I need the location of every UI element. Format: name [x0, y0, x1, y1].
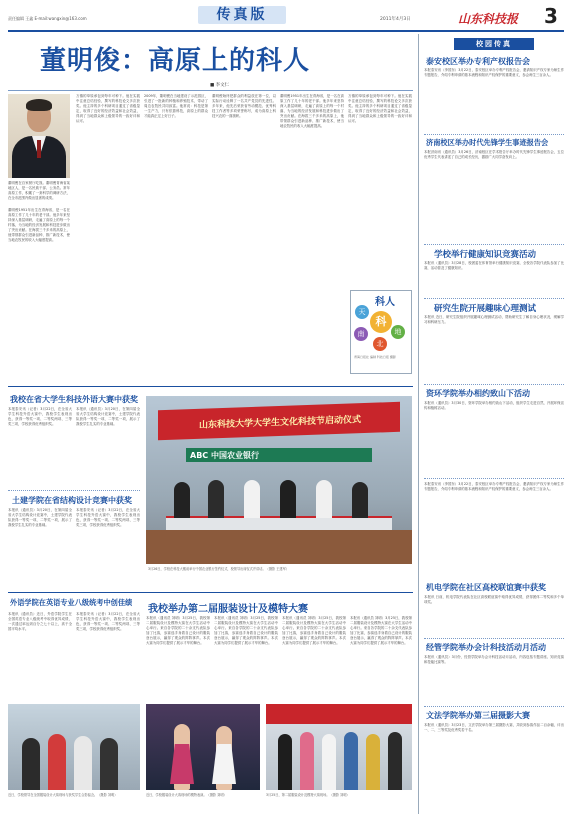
school-item-body: 本报讯（通讯员）3月28日，校团委在体育馆举行健康知识竞赛，全校各学院代表队参加了比赛，活动普及了健康知识。 — [424, 261, 564, 270]
bottom-photo-1 — [8, 704, 140, 790]
lead-byline: ■ 李文仁 — [210, 83, 230, 88]
school-item-body: 本报泰安讯（李国东）3月22日，泰安校区举办专利产权报告会，邀请知识产权专家为师生作专题报告，介绍专利申请的基本流程和知识产权保护的重要意义，参会师生三百余人。 — [424, 68, 564, 77]
article-2-title: 土建学院在省结构设计竞赛中获奖 — [12, 496, 132, 505]
person — [22, 738, 40, 790]
school-item-rule — [424, 638, 564, 639]
bottom-title: 我校举办第二届服装设计及模特大赛 — [148, 604, 308, 615]
person — [100, 738, 118, 790]
page-number: 3 — [544, 4, 558, 28]
person — [208, 480, 224, 518]
school-item-title: 机电学院在社区高校联谊赛中获奖 — [426, 583, 546, 592]
masthead-info: 责任编辑 王鑫 E-mail:wangxin@163.com — [8, 16, 87, 21]
person — [316, 480, 332, 518]
school-item-title: 资环学院举办相约致山下活动 — [426, 389, 530, 398]
school-item-title: 学校举行健康知识竞赛活动 — [434, 250, 537, 260]
school-item-rule — [424, 384, 564, 385]
banner-photo — [146, 396, 412, 564]
school-item-rule — [424, 134, 564, 135]
bottom-body-b: 本报讯（通讯员 刘明）3月25日，我校第二届服装设计及模特大赛在大学生活动中心举行。来自各学院的二十余支代表队参加了比赛，参赛选手身着自己设计的服装登台展示，赢得了观众的阵阵掌声。本次大赛为同学们提供了展示才华的舞台。 — [214, 616, 278, 645]
person — [174, 482, 190, 518]
model — [300, 732, 314, 790]
person — [48, 734, 66, 790]
lead-body-3: 2009年，董明俊在当地建设了示范园区，引进了一批新的种植和养殖技术，带动了周边农牧民共同致富。他常说：科技是第一生产力，只有依靠科技，高原上的群众才能真正过上好日子。 — [144, 94, 208, 118]
portrait-hair — [26, 99, 52, 111]
bottom-body-a: 本报讯（通讯员 刘明）3月25日，我校第二届服装设计及模特大赛在大学生活动中心举行。来自各学院的二十余支代表队参加了比赛，参赛选手身着自己设计的服装登台展示，赢得了观众的阵阵掌声。本次大赛为同学们提供了展示才华的舞台。 — [146, 616, 210, 645]
lead-headline: 董明俊：高原上的科人 — [40, 46, 311, 76]
person — [244, 480, 260, 518]
logo-char-bottom: 北 — [373, 337, 387, 351]
science-logo-box — [350, 290, 412, 374]
school-item-body: 本报讯 近日，研究生院组织开展趣味心理测试活动，帮助研究生了解自身心理状况，缓解学习和科研压力。 — [424, 315, 564, 324]
article-1-body-b: 本报讯（通讯员）3月20日，在第四届全省大学生结构设计竞赛中，土建学院代表队获得一等奖一项、二等奖一项，展示了我校学生扎实的专业基础。 — [76, 407, 140, 426]
logo-subtitle: 青海日报社 编制 科技日报 摄影 — [354, 355, 396, 359]
bank-sign — [186, 448, 372, 462]
school-item-body: 本报讯（通讯员）3月23日，文法学院举办第三届摄影大赛，共收到参赛作品二百余幅，评出一、二、三等奖及优秀奖若干名。 — [424, 723, 564, 732]
article-2-body-b: 本报泰安讯（记者）3月22日，在全省大学生科技外语大赛中，我校学生表现出色，获得一等奖一项、二等奖两项、三等奖三项，学校获得优秀组织奖。 — [76, 508, 140, 527]
school-section-title: 校园传真 — [454, 38, 534, 50]
school-item-body: 本报济南讯（通讯员）3月26日，济南校区在学术报告厅举办时代先锋学生事迹报告会，五位优秀学生代表讲述了自己的成长经历，激励广大同学奋发向上。 — [424, 150, 564, 159]
lead-rule — [8, 90, 413, 91]
masthead-rule — [8, 30, 564, 32]
school-item-body: 本报讯（通讯员）3月份，经管学院举办会计科技活动月活动，内容包括专题讲座、知识竞赛和技能比赛等。 — [424, 655, 564, 664]
school-item-rule — [424, 244, 564, 245]
model — [388, 732, 402, 790]
model — [322, 734, 336, 790]
bottom-photo-3-caption: 3月25日，第二届服装设计及模特大赛现场。（摄影 刘明） — [266, 793, 350, 797]
stage-floor — [146, 530, 412, 564]
portrait-photo — [8, 94, 70, 178]
bottom-body-d: 本报讯（通讯员 刘明）3月25日，我校第二届服装设计及模特大赛在大学生活动中心举行。来自各学院的二十余支代表队参加了比赛，参赛选手身着自己设计的服装登台展示，赢得了观众的阵阵掌声。本次大赛为同学们提供了展示才华的舞台。 — [350, 616, 412, 645]
logo-char-right: 地 — [391, 325, 405, 339]
model — [366, 734, 380, 790]
school-item-title: 泰安校区举办专利产权报告会 — [426, 57, 530, 66]
model — [278, 734, 292, 790]
stage-table — [166, 516, 392, 530]
article-3-body-b: 本报泰安讯（记者）3月22日，在全省大学生科技外语大赛中，我校学生表现出色，获得一等奖一项、二等奖两项、三等奖三项，学校获得优秀组织奖。 — [76, 612, 140, 631]
stage-backdrop — [266, 704, 412, 724]
masthead-date: 2011年4月3日 — [380, 17, 411, 22]
lead-body-5: 董明俊1951年出生在青海省，是一名在高原工作了几十年的老干部。他多年来坚持深入基层调研，走遍了高原上的每一个村落，为当地的经济发展和科技进步做出了突出贡献。在海拔三千多米的高原上，他带领群众引进新品种、推广新技术，使当地农牧民的收入大幅度提高。 — [280, 94, 344, 128]
school-item-title: 文法学院举办第三届摄影大赛 — [426, 711, 530, 720]
school-item-body: 本报讯（通讯员）3月30日，资环学院举办相约致山下活动，组织学生走进自然，开展环保宣传和植树活动。 — [424, 401, 564, 410]
school-item-title: 济南校区举办时代先锋学生事迹报告会 — [426, 138, 549, 147]
bank-sign-text: ABC 中国农业银行 — [190, 451, 259, 460]
masthead — [8, 6, 564, 32]
lead-body-4: 董明俊始终把群众的利益放在第一位，以实际行动诠释了一名共产党员的先进性。多年来，他先后荣获省劳动模范、优秀科技工作者等多项荣誉称号，成为高原上科技兴农的一面旗帜。 — [212, 94, 276, 118]
bottom-photo-1-caption: 近日，学校领导在全国服装设计大赛现场与获奖学生合影留念。（摄影 刘明） — [8, 793, 118, 797]
mid-rule — [8, 386, 413, 387]
logo-char-center: 科 — [370, 311, 392, 333]
school-item-title: 经管学院举办会计科技活动月活动 — [426, 643, 546, 652]
logo-char-left: 南 — [354, 327, 368, 341]
school-extra-body: 本报泰安讯（李国东）3月22日，泰安校区举办专利产权报告会，邀请知识产权专家为师生作专题报告，介绍专利申请的基本流程和知识产权保护的重要意义，参会师生三百余人。 — [424, 482, 564, 491]
school-item-rule — [424, 706, 564, 707]
article-3-body-a: 本报讯（通讯员）近日，外语学院学生在全国英语专业八级统考中取得优异成绩，一次通过率达到百分之七十以上，高于全国平均水平。 — [8, 612, 72, 631]
lead-body-1: 董明俊1951年出生在青海省，是一名在高原工作了几十年的老干部。他多年来坚持深入基层调研，走遍了高原上的每一个村落，为当地的经济发展和科技进步做出了突出贡献。在海拔三千多米的高原上，他带领群众引进新品种、推广新技术，使当地农牧民的收入大幅度提高。 — [8, 208, 70, 242]
school-item-rule — [424, 478, 564, 479]
lead-body-6: 万镇的草原承包到每年可种下。他在实践中注意总结经验，撰写的科技论文多次获奖。他主持的多个科研项目通过了省级鉴定，取得了良好的经济效益和社会效益，得到了当地群众和上级领导的一致好评和认可。 — [348, 94, 412, 123]
bottom-photo-3 — [266, 704, 412, 790]
school-item-body: 本报讯 日前，机电学院代表队在社区高校联谊赛中取得优异成绩，获得团体二等奖和多个单项奖。 — [424, 595, 564, 604]
column-divider — [418, 34, 419, 814]
banner-caption: 3月26日，学校在科技大楼前举行中国农业银行签约仪式，校领导出席仪式并讲话。（摄影 王建军） — [148, 567, 289, 571]
bottom-photo-2-caption: 近日，学校服装设计大赛现场的模特表演。（摄影 刘明） — [146, 793, 227, 797]
section-name: 传真版 — [198, 6, 286, 24]
person — [280, 480, 296, 518]
portrait-tie — [37, 140, 41, 158]
ceremony-banner — [158, 402, 400, 440]
person — [352, 482, 368, 518]
article-3-title: 外语学院在英语专业八级统考中创佳绩 — [10, 598, 133, 607]
article-2-body-a: 本报讯（通讯员）3月20日，在第四届全省大学生结构设计竞赛中，土建学院代表队获得一等奖一项、二等奖一项，展示了我校学生扎实的专业基础。 — [8, 508, 72, 527]
school-item-rule — [424, 298, 564, 299]
ceremony-banner-text: 山东科技大学大学生文化科技节启动仪式 — [198, 415, 361, 431]
paper-name: 山东科技报 — [458, 12, 519, 26]
school-item-title: 研究生院开展趣味心理测试 — [434, 304, 537, 314]
portrait-caption: 董明俊在自家餐厅吃饭。董明俊青海省某地区人，是一名民族干部、公务员。常年高原工作，积累了一套科学的调研方法，在全市范围内做出显著的成绩。 — [8, 181, 70, 200]
model — [344, 732, 358, 790]
lead-body-2: 万镇的草原承包到每年可种下。他在实践中注意总结经验，撰写的科技论文多次获奖。他主持的多个科研项目通过了省级鉴定，取得了良好的经济效益和社会效益，得到了当地群众和上级领导的一致好评和认可。 — [76, 94, 140, 123]
logo-char-top: 天 — [355, 305, 369, 319]
article-1-body-a: 本报泰安讯（记者）3月22日，在全省大学生科技外语大赛中，我校学生表现出色，获得一等奖一项、二等奖两项、三等奖三项，学校获得优秀组织奖。 — [8, 407, 72, 426]
article-1-title: 我校在省大学生科技外语大赛中获奖 — [10, 395, 138, 404]
bottom-body-c: 本报讯（通讯员 刘明）3月25日，我校第二届服装设计及模特大赛在大学生活动中心举行。来自各学院的二十余支代表队参加了比赛，参赛选手身着自己设计的服装登台展示，赢得了观众的阵阵掌声。本次大赛为同学们提供了展示才华的舞台。 — [282, 616, 346, 645]
article-2-rule — [8, 592, 413, 593]
article-1-rule — [8, 490, 140, 491]
person — [74, 736, 92, 790]
bottom-photo-2 — [146, 704, 260, 790]
logo-title: 科人 — [375, 297, 395, 308]
school-column — [424, 34, 564, 814]
